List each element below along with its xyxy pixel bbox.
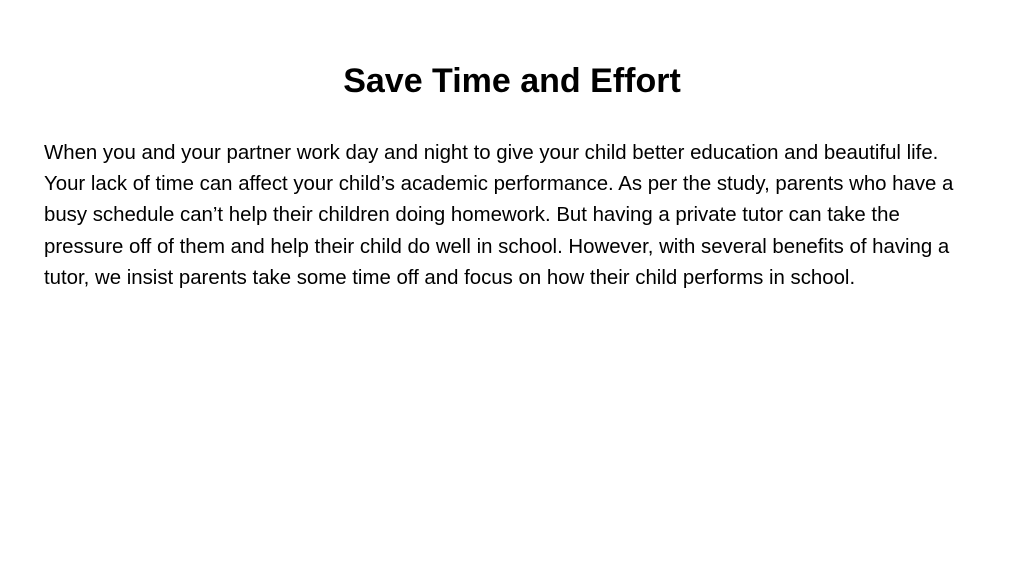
slide-title: Save Time and Effort [343,62,681,100]
slide-body-text: When you and your partner work day and night to give your child better education and beautiful life. Your lack of time can affect your child’s academic performance. As per the study, parents who have a busy schedule can’t help their children doing homework. But having a private tutor can take the pressure off of them and help their child do well in school. However, with several benefits of having a tutor, we insist parents take some time off and focus on how their child performs in school. [44,142,954,289]
